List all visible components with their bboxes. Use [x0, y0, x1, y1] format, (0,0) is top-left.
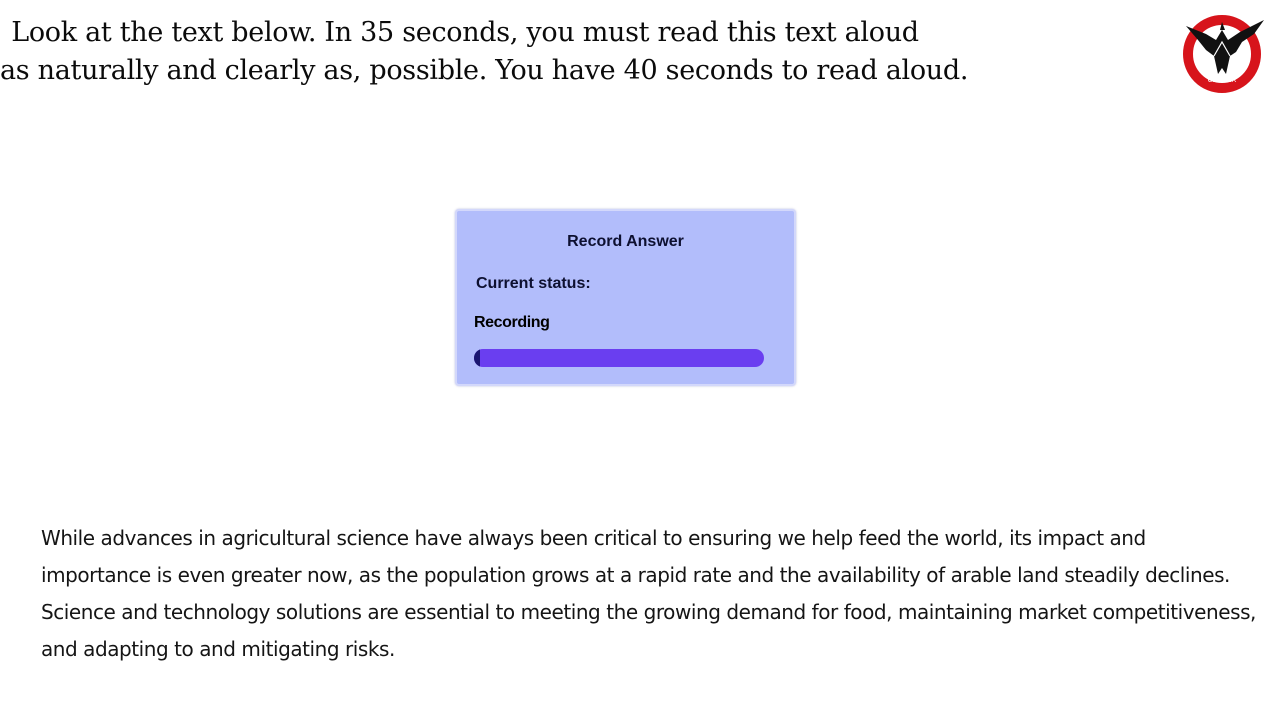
center-logo: [1180, 12, 1270, 94]
logo-text: CENTER: [1207, 77, 1237, 84]
recording-progress-fill: [474, 349, 480, 367]
eagle-emblem-logo-icon: [1180, 12, 1270, 94]
instructions-line-1: Look at the text below. In 35 seconds, you must read this text aloud: [11, 17, 919, 48]
record-answer-title: Record Answer: [567, 233, 684, 250]
current-status-label: Current status:: [476, 275, 591, 292]
recording-progress-bar: [474, 349, 764, 367]
record-answer-panel: [455, 209, 796, 386]
status-value: Recording: [474, 314, 550, 331]
read-aloud-passage: While advances in agricultural science have always been critical to ensuring we help feed the world, its impact and importance is even greater now, as the population grows at a rapid rate and the availability of arable land steadily declines. Science and technology solutions are essential to meeting the growing demand for food, maintaining market competitiveness, and adapting to and mitigating risks.: [41, 526, 1256, 661]
instructions-text: [0, 14, 969, 90]
instructions-line-2: as naturally and clearly as, possible. You have 40 seconds to read aloud.: [0, 55, 969, 86]
